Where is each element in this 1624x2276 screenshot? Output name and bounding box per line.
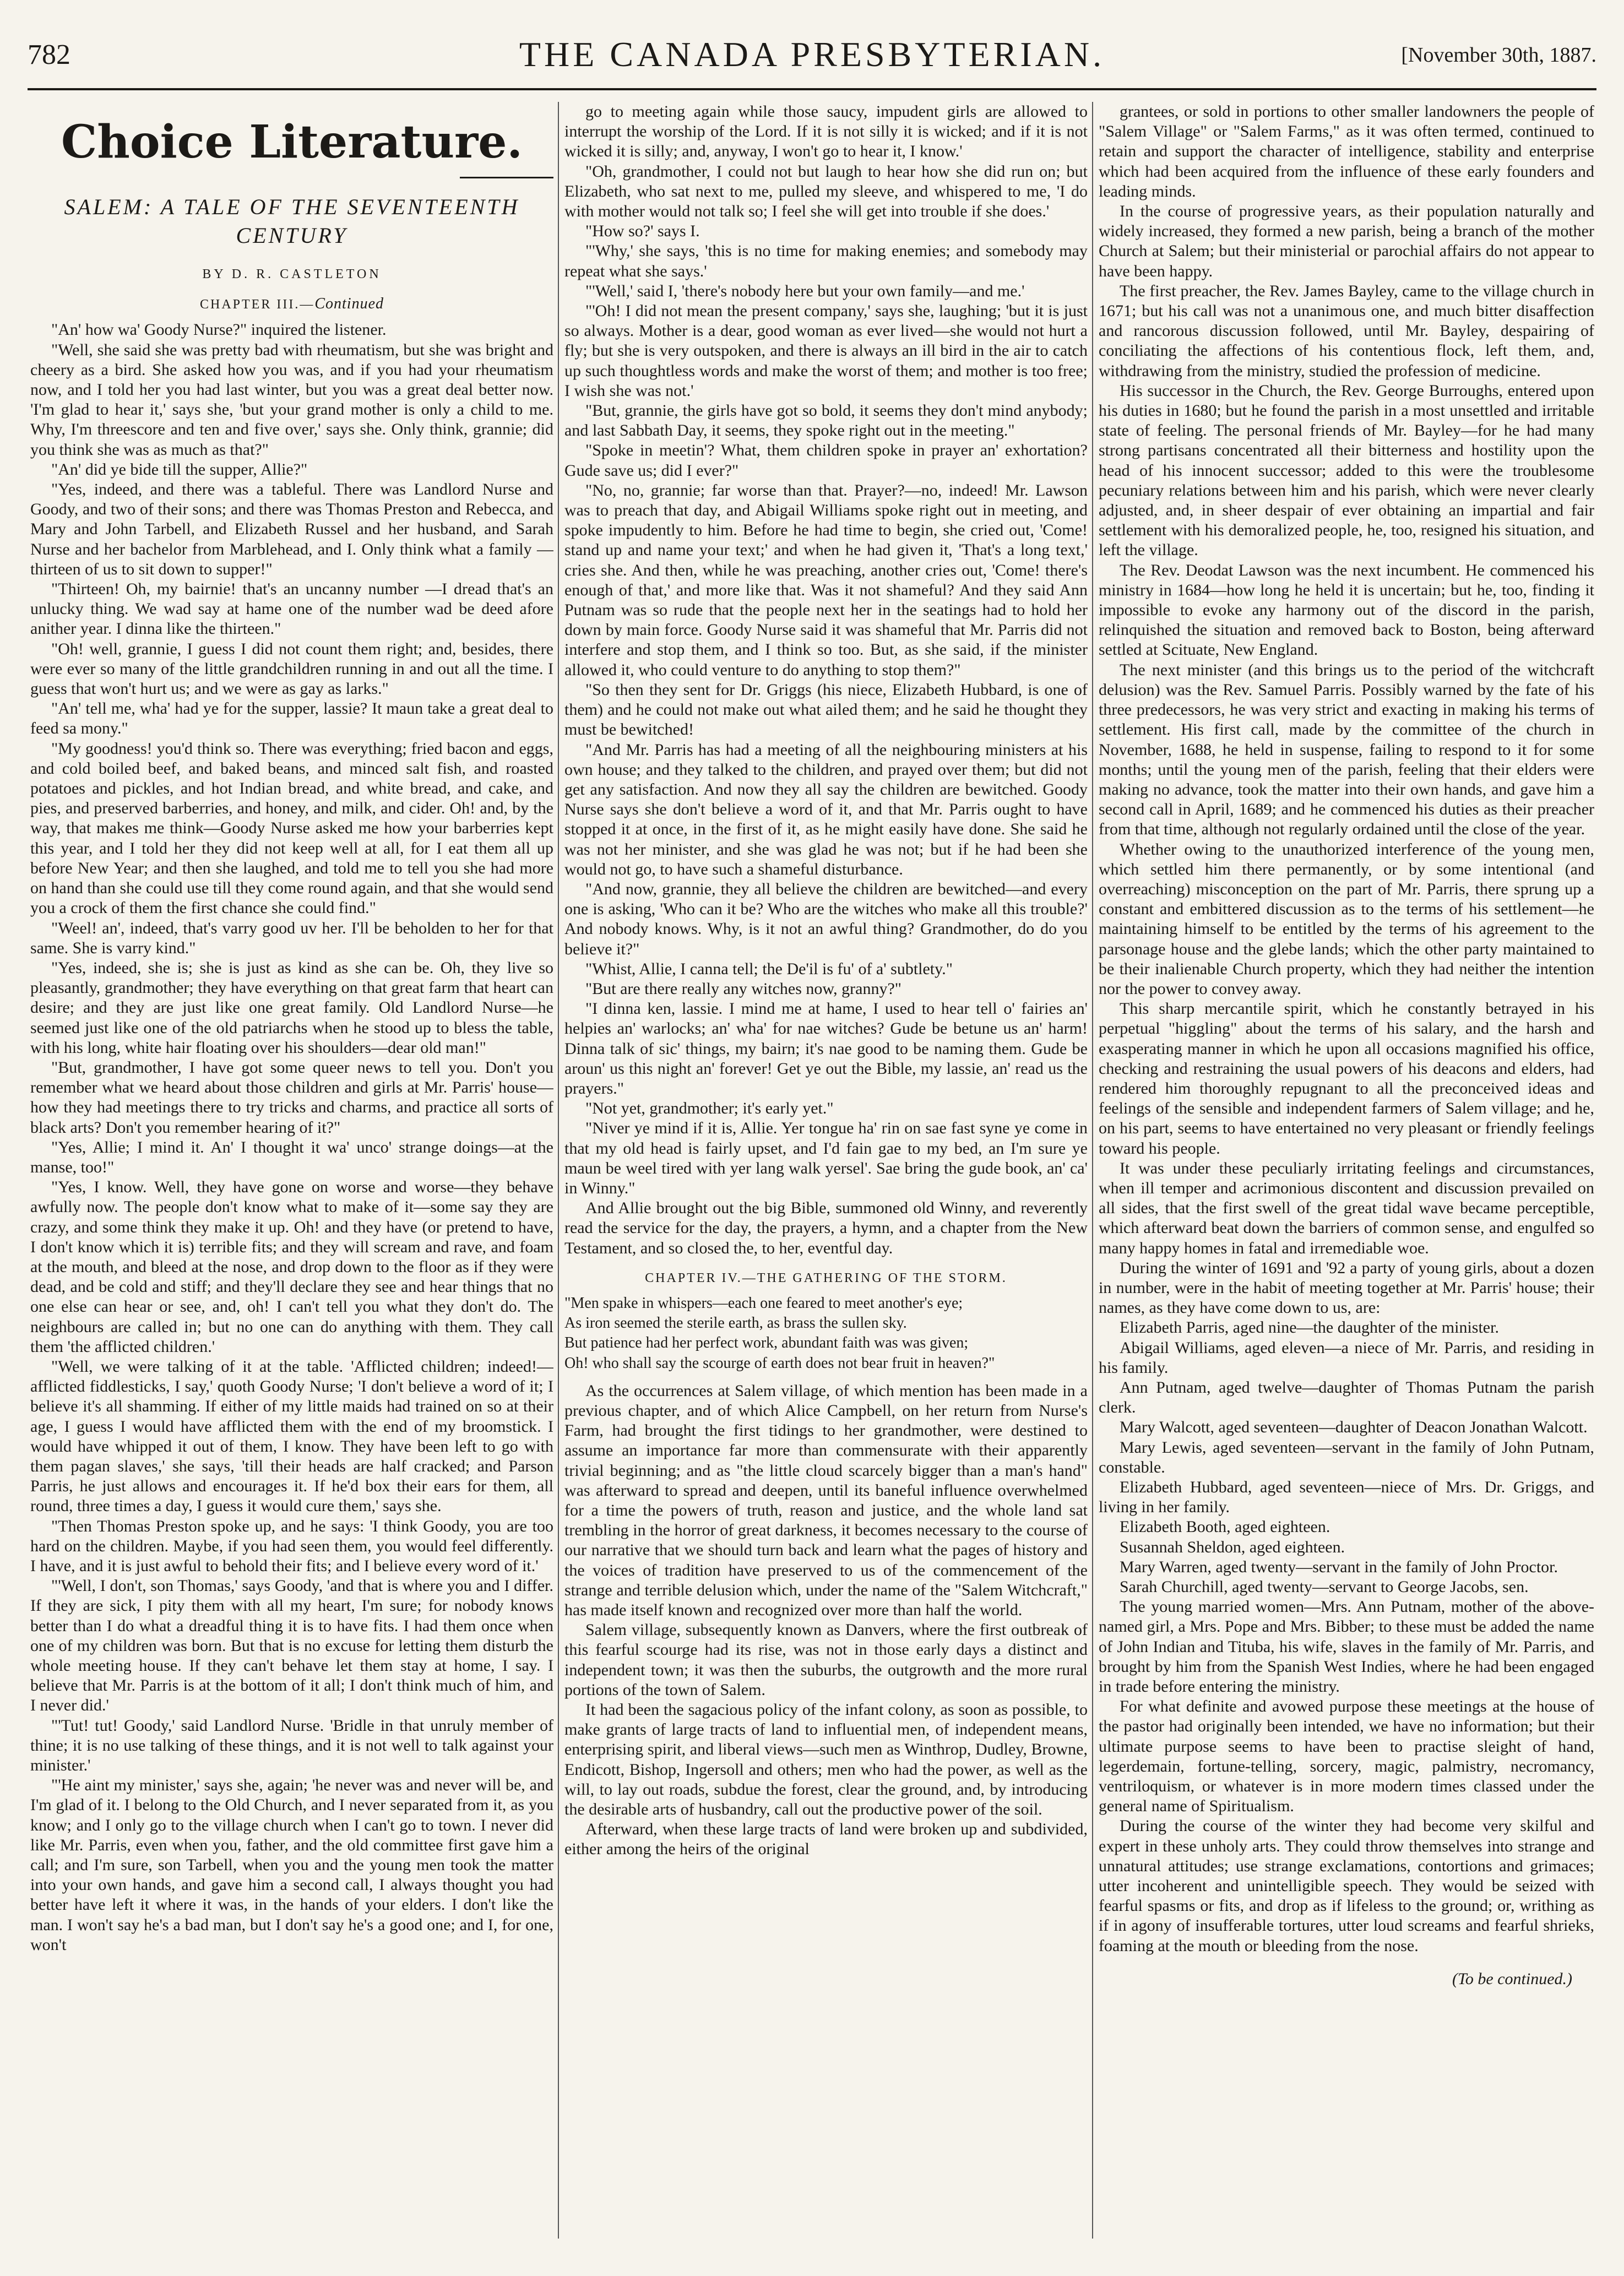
list-item: Elizabeth Parris, aged nine—the daughter of the minister.: [1120, 1318, 1499, 1337]
paragraph: go to meeting again while those saucy, impudent girls are allowed to interrupt the worship of the Lord. If it is not silly it is wicked; and if it is not wicked it is silly; and, anyway, I won't go to hear it, I know.': [564, 102, 1088, 161]
paragraph: "Well, we were talking of it at the table. 'Afflicted children; indeed!—afflicted fiddlesticks, I say,' quoth Goody Nurse; 'I don't believe a word of it; I believe it's all shamming. If either of my little maids had trained on so at their age, I guess I would have afflicted them with the end of my broomstick. I would have whipped it out of them, I know. They have been left to go with them pagan slaves,' she says, 'till their heads are half cracked; and Parson Parris, he just allows and encourages it. If he'd box their ears for them, all round, three times a day, I guess it would cure them,' says she.: [30, 1357, 553, 1515]
header-rule: [28, 88, 1596, 90]
masthead: THE CANADA PRESBYTERIAN.: [519, 35, 1105, 74]
story-title: SALEM: A TALE OF THE SEVENTEENTH CENTURY: [64, 194, 520, 248]
column-divider-1: [558, 102, 559, 2239]
paragraph: For what definite and avowed purpose these meetings at the house of the pastor had originally been intended, we have no information; but their ultimate purpose seems to have been to practise sleight of hand, legerdemain, fortune-telling, sorcery, magic, palmistry, necromancy, ventriloquism, or whatever is in more modern times classed under the general name of Spiritualism.: [1099, 1697, 1594, 1816]
column-1-body: [30, 320, 553, 1955]
paragraph: The Rev. Deodat Lawson was the next incumbent. He commenced his ministry in 1684—how long he held it is uncertain; but he, too, finding it impossible to evoke any harmony out of the discord in the parish, relinquished the situation and removed back to Boston, being afterward settled at Scituate, New England.: [1099, 561, 1594, 659]
paragraph: "My goodness! you'd think so. There was everything; fried bacon and eggs, and cold boiled beef, and baked beans, and minced salt fish, and roasted potatoes and pickles, and hot Indian bread, and white bread, and cake, and pies, and preserved barberries, and honey, and milk, and cider. Oh! and, by the way, that makes me think—Goody Nurse asked me how your barberries kept this year, and I told her they did not keep well at all, for I eat them all up before New Year; and then she laughed, and told me to tell you she had more on hand than she could use till they come round again, and that she would send you a crock of them the first chance she could find.": [30, 739, 553, 917]
paragraph: The first preacher, the Rev. James Bayley, came to the village church in 1671; but his call was not a unanimous one, and much bitter disaffection and rancorous discussion followed, until Mr. Bayley, despairing of conciliating the affections of his contentious flock, left them, and, withdrawing from the ministry, studied the profession of medicine.: [1099, 281, 1594, 380]
section-title: Choice Literature.: [61, 116, 523, 169]
paragraph: Salem village, subsequently known as Danvers, where the first outbreak of this fearful scourge had its rise, was not in those early days a distinct and independent town; it was then the suburbs, the outgrowth and the more rural portions of the town of Salem.: [564, 1621, 1088, 1699]
paragraph: "Oh! well, grannie, I guess I did not count them right; and, besides, there were ever so many of the little grandchildren running in and out all the time. I guess that won't hurt us; and we were as gay as larks.": [30, 639, 553, 698]
paragraph: "'Oh! I did not mean the present company,' says she, laughing; 'but it is just so always. Mother is a dear, good woman as ever lived—she would not hurt a fly; but she is very outspoken, and there is always an ill bird in the air to catch up such thoughtless words and make the worst of them; and mother is too free; I wish she was not.': [564, 302, 1088, 400]
paragraph: "Yes, I know. Well, they have gone on worse and worse—they behave awfully now. The people don't know what to make of it—some say they are crazy, and some think they make it up. Oh! and they have (or pretend to have, I don't know which it is) terrible fits; and they will scream and rave, and foam at the mouth, and bleed at the nose, and drop down to the floor as if they were dead, and be cold and stiff; and they'll declare they see and hear things that no one else can hear or see, and, oh! I can't tell you what they don't do. The neighbours are called in; but no one can do anything with them. They call them 'the afflicted children.': [30, 1178, 553, 1356]
column-divider-2: [1092, 102, 1093, 2239]
column-3: [1099, 102, 1594, 2250]
paragraph: "'Well, I don't, son Thomas,' says Goody, 'and that is where you and I differ. If they are sick, I pity them with all my heart, I'm sure; for nobody knows better than I do what a dreadful thing it is to have fits. I had them once when one of my children was born. But that is no excuse for letting them disturb the whole meeting house. If they can't behave let them stay at home, I say. I believe that Mr. Parris is at the bottom of it all; I don't think much of him, and I never did.': [30, 1577, 553, 1715]
paragraph: "Whist, Allie, I canna tell; the De'il is fu' of a' subtlety.": [585, 959, 953, 978]
list-item: Mary Lewis, aged seventeen—servant in the family of John Putnam, constable.: [1099, 1438, 1594, 1476]
paragraph: "Yes, indeed, and there was a tableful. There was Landlord Nurse and Goody, and two of their sons; and there was Thomas Preston and Rebecca, and Mary and John Tarbell, and Elizabeth Russel and her husband, and Sarah Nurse and her bachelor from Marblehead, and I. Only think what a family — thirteen of us to sit down to supper!": [30, 480, 553, 578]
paragraph: As the occurrences at Salem village, of which mention has been made in a previous chapter, and of which Alice Campbell, on her return from Nurse's Farm, had brought the first tidings to her grandmother, were destined to assume an importance far more than commensurate with their apparently trivial beginning; and as "the little cloud scarcely bigger than a man's hand" was afterward to spread and deepen, until its baneful influence overwhelmed for a time the powers of truth, reason and justice, and the whole land sat trembling in the horror of great darkness, it becomes necessary to the course of our narrative that we should turn back and learn what the pages of history and the voices of tradition have preserved to us of the commencement of the strange and terrible delusion which, under the name of the "Salem Witchcraft," has made itself known and recognized over more than half the world.: [564, 1381, 1088, 1620]
paragraph: "'Tut! tut! Goody,' said Landlord Nurse. 'Bridle in that unruly member of thine; it is no use talking of these things, and it is not well to talk against your minister.': [30, 1716, 553, 1775]
paragraph: "Then Thomas Preston spoke up, and he says: 'I think Goody, you are too hard on the children. Maybe, if you had seen them, you would feel differently. I have, and it is just awful to behold their fits; and I believe every word of it.': [30, 1517, 553, 1575]
paragraph: The young married women—Mrs. Ann Putnam, mother of the above-named girl, a Mrs. Pope and Mrs. Bibber; to these must be added the name of John Indian and Tituba, his wife, slaves in the family of Mr. Parris, and brought by him from the Spanish West Indies, where he had been engaged in trade before entering the ministry.: [1099, 1598, 1594, 1696]
paragraph: "Weel! an', indeed, that's varry good uv her. I'll be beholden to her for that same. She is varry kind.": [30, 919, 553, 957]
column-1: [30, 102, 553, 2250]
page-number: 782: [28, 39, 70, 70]
paragraph: During the course of the winter they had become very skilful and expert in these unholy arts. They could throw themselves into strange and unnatural attitudes; use strange exclamations, contortions and grimaces; utter incoherent and unintelligible speech. They would be seized with fearful spasms or fits, and drop as if lifeless to the ground; or, writhing as if in agony of insufferable tortures, utter loud screams and fearful shrieks, foaming at the mouth or bleeding from the nose.: [1099, 1817, 1594, 1955]
paragraph: "Well, she said she was pretty bad with rheumatism, but she was bright and cheery as a bird. She asked how you was, and if you had your rheumatism now, and I told her you had last winter, but you was a great deal better now. 'I'm glad to hear it,' says she, 'but your grand mother is only a child to me. Why, I'm threescore and ten and five over,' says she. Only think, grannie; did you think she was as much as that?": [30, 340, 553, 459]
paragraph: His successor in the Church, the Rev. George Burroughs, entered upon his duties in 1680; but he found the parish in a most unsettled and irritable state of feeling. The personal friends of Mr. Bayley—for he had many strong partisans concentrated all their bitterness and hostility upon the head of his innocent successor; added to this were the troublesome pecuniary relations between him and his parish, which were never clearly adjusted, and, in sheer despair of ever obtaining an impartial and fair settlement with his demoralized people, he, too, resigned his situation, and left the village.: [1099, 381, 1594, 560]
poem-line: But patience had her perfect work, abundant faith was was given;: [564, 1334, 969, 1352]
column-2-body: [564, 102, 1088, 1258]
list-item: Sarah Churchill, aged twenty—servant to George Jacobs, sen.: [1120, 1578, 1529, 1596]
paragraph: In the course of progressive years, as their population naturally and widely increased, they formed a new parish, being a branch of the mother Church at Salem; but their ministerial or parochial affairs do not appear to have been happy.: [1099, 202, 1594, 280]
paragraph: "'He aint my minister,' says she, again; 'he never was and never will be, and I'm glad of it. I belong to the Old Church, and I never separated from it, as you know; and I only go to the village church when I can't go to town. I never did like Mr. Parris, even when you, father, and the old committee first gave him a call; and I'm sure, son Tarbell, when you and the young men took the matter into your own hands, and gave him a second call, I always thought you had better have left it where it was, in the hands of your elders. I don't like the man. I won't say he's a bad man, but I don't say he's a good one; and I, for one, won't: [30, 1776, 553, 1954]
chapter-heading: CHAPTER IV.—THE GATHERING OF THE STORM.: [645, 1270, 1007, 1285]
paragraph: "An' did ye bide till the supper, Allie?": [51, 460, 308, 479]
paragraph: "'Well,' said I, 'there's nobody here but your own family—and me.': [585, 281, 1025, 300]
list-item: Abigail Williams, aged eleven—a niece of Mr. Parris, and residing in his family.: [1099, 1338, 1594, 1377]
list-item: Elizabeth Hubbard, aged seventeen—niece of Mrs. Dr. Griggs, and living in her family.: [1099, 1478, 1594, 1517]
list-item: Ann Putnam, aged twelve—daughter of Thomas Putnam the parish clerk.: [1099, 1378, 1594, 1417]
poem-line: Oh! who shall say the scourge of earth does not bear fruit in heaven?": [564, 1354, 995, 1372]
list-item: Mary Walcott, aged seventeen—daughter of Deacon Jonathan Walcott.: [1120, 1418, 1588, 1437]
paragraph: "But, grannie, the girls have got so bold, it seems they don't mind anybody; and last Sabbath Day, it seems, they spoke right out in the meeting.": [564, 401, 1088, 440]
paragraph: "But, grandmother, I have got some queer news to tell you. Don't you remember what we heard about those children and girls at Mr. Parris' house—how they had meetings there to try tricks and charms, and practice all sorts of black arts? Don't you remember hearing of it?": [30, 1058, 553, 1137]
poem-line: As iron seemed the sterile earth, as brass the sullen sky.: [564, 1314, 907, 1332]
paragraph: "No, no, grannie; far worse than that. Prayer?—no, indeed! Mr. Lawson was to preach that day, and Abigail Williams spoke right out in meeting, and spoke impudently to him. Before he had time to begin, she cried out, 'Come! stand up and name your text;' and when he had given it, 'That's a long text,' cries she. And then, while he was preaching, another cries out, 'Come! there's enough of that,' and more like that. Was it not shameful? And they said Ann Putnam was so rude that the people next her in the seatings had to hold her down by main force. Goody Nurse said it was shameful that Mr. Parris did not interfere and stop them, and I think so too. But, as she said, if the minister allowed it, who could venture to do anything to stop them?": [564, 481, 1088, 679]
girls-list: [1099, 1318, 1594, 1597]
chapter-heading: CHAPTER III.—Continued: [200, 295, 384, 313]
paragraph: "Yes, Allie; I mind it. An' I thought it wa' unco' strange doings—at the manse, too!": [30, 1138, 553, 1176]
paragraph: And Allie brought out the big Bible, summoned old Winny, and reverently read the service for the day, the prayers, a hymn, and a chapter from the New Testament, and so closed the, to her, eventful day.: [564, 1199, 1088, 1257]
paragraph: "Thirteen! Oh, my bairnie! that's an uncanny number —I dread that's an unlucky thing. We wad say at hame one of the number wad be deed afore anither year. I dinna like the thirteen.": [30, 580, 553, 638]
paragraph: "An' how wa' Goody Nurse?" inquired the listener.: [51, 321, 387, 339]
column-2-body-continued: [564, 1381, 1088, 1860]
paragraph: Afterward, when these large tracts of land were broken up and subdivided, either among the heirs of the original: [564, 1820, 1088, 1859]
paragraph: grantees, or sold in portions to other smaller landowners the people of "Salem Village" or "Salem Farms," as it was often termed, continued to retain and support the character of intelligence, stability and enterprise which had been acquired from the influence of these early founders and leading minds.: [1099, 102, 1594, 200]
to-be-continued: (To be continued.): [1452, 1969, 1572, 1988]
paragraph: "Yes, indeed, she is; she is just as kind as she can be. Oh, they live so pleasantly, grandmother; they have everything on that great farm that heart can desire; and they are just like one great family. Old Landlord Nurse—he seemed just like one of the old patriarchs when he stood up to bless the table, with his long, white hair floating over his shoulders—dear old man!": [30, 958, 553, 1057]
paragraph: "An' tell me, wha' had ye for the supper, lassie? It maun take a great deal to feed sa mony.": [30, 699, 553, 738]
paragraph: During the winter of 1691 and '92 a party of young girls, about a dozen in number, were in the habit of meeting together at Mr. Parris' house; their names, as they have come down to us, are:: [1099, 1258, 1594, 1317]
paragraph: It was under these peculiarly irritating feelings and circumstances, when ill temper and acrimonious discontent and discussion prevailed on all sides, that the first swell of the great tidal wave became perceptible, which afterward beat down the barriers of common sense, and engulfed so many happy homes in fatal and irremediable woe.: [1099, 1159, 1594, 1257]
paragraph: "Niver ye mind if it is, Allie. Yer tongue ha' rin on sae fast syne ye come in that my old head is fairly upset, and I'd fain gae to my bed, an I'm sure ye maun be weel tired with yer lang walk yersel'. Sae bring the gude book, an' ca' in Winny.": [564, 1119, 1088, 1197]
list-item: Mary Warren, aged twenty—servant in the family of John Proctor.: [1120, 1557, 1558, 1576]
paragraph: This sharp mercantile spirit, which he constantly betrayed in his perpetual "higgling" about the terms of his salary, and the harsh and exasperating manner in which he upon all occasions magnified his office, checking and restraining the usual powers of his deacons and elders, had rendered him thoroughly repugnant to all the preconceived ideas and feelings of the sensible and independent farmers of Salem village; and he, on his part, seems to have entertained no very pleasant or friendly feelings toward his people.: [1099, 1000, 1594, 1158]
paragraph: "But are there really any witches now, granny?": [585, 979, 901, 998]
paragraph: "How so?' says I.: [585, 222, 700, 241]
paragraph: "'Why,' she says, 'this is no time for making enemies; and somebody may repeat what she says.': [564, 242, 1088, 280]
paragraph: "Oh, grandmother, I could not but laugh to hear how she did run on; but Elizabeth, who sat next to me, pulled my sleeve, and whispered to me, 'I do with mother would not talk so; I feel she will get into trouble if she does.': [564, 162, 1088, 221]
paragraph: The next minister (and this brings us to the period of the witchcraft delusion) was the Rev. Samuel Parris. Possibly warned by the fate of his three predecessors, he was very strict and exacting in making his terms of settlement. His first call, made by the committee of the church in November, 1688, he held in suspense, failing to respond to it for some months; until the young men of the parish, feeling that their elders were making no advance, took the matter into their own hands, and gave him a second call in April, 1689; and he commenced his duties as their preacher from that time, although not regularly ordained until the close of the year.: [1099, 660, 1594, 839]
list-item: Susannah Sheldon, aged eighteen.: [1120, 1538, 1345, 1556]
paragraph: "Spoke in meetin'? What, them children spoke in prayer an' exhortation? Gude save us; did I ever?": [564, 441, 1088, 480]
paragraph: "And Mr. Parris has had a meeting of all the neighbouring ministers at his own house; and they talked to the children, and prayed over them; but did not get any satisfaction. And now they all say the children are bewitched. Goody Nurse says she don't believe a word of it, and that Mr. Parris ought to have stopped it at once, in the first of it, as he might easily have done. She said he was not her minister, and she was glad he was not; but if he had been she would not go, to have such a shameful disturbance.: [564, 740, 1088, 878]
paragraph: "So then they sent for Dr. Griggs (his niece, Elizabeth Hubbard, is one of them) and he could not make out what ailed them; and he said he thought they must be bewitched!: [564, 680, 1088, 739]
paragraph: "I dinna ken, lassie. I mind me at hame, I used to hear tell o' fairies an' helpies an' warlocks; an' wha' for nae witches? Gude be betune us an' harm! Dinna talk of sic' things, my bairn; it's nae good to be naming them. Gude be aroun' us this night an' forever! Get ye out the Bible, my lassie, an' read us the prayers.": [564, 1000, 1088, 1098]
issue-date: [November 30th, 1887.: [1401, 44, 1596, 67]
byline: BY D. R. CASTLETON: [202, 267, 382, 281]
section-rule: [460, 177, 553, 178]
column-3-body: [1099, 102, 1594, 1318]
paragraph: It had been the sagacious policy of the infant colony, as soon as possible, to make grants of large tracts of land to influential men, of independent means, enterprising spirit, and liberal views—such men as Winthrop, Dudley, Browne, Endicott, Bishop, Ingersoll and others; men who had the power, as well as the will, to lay out roads, subdue the forest, clear the ground, and, by introducing the desirable arts of husbandry, call out the productive power of the soil.: [564, 1701, 1088, 1819]
column-2: [564, 102, 1088, 2250]
list-item: Elizabeth Booth, aged eighteen.: [1120, 1518, 1330, 1536]
poem-line: "Men spake in whispers—each one feared to meet another's eye;: [564, 1294, 963, 1312]
column-3-body-continued: [1099, 1597, 1594, 1956]
paragraph: Whether owing to the unauthorized interference of the young men, which settled him there permanently, or by some intentional (and overreaching) misconception on the part of Mr. Parris, there sprung up a constant and embittered discussion as to the terms of his settlement—he maintaining himself to be entitled by the terms of his agreement to the parsonage house and the glebe lands; which the other party maintained to be their inalienable Church property, which they had neither the intention nor the power to convey away.: [1099, 840, 1594, 998]
paragraph: "Not yet, grandmother; it's early yet.": [585, 1099, 834, 1118]
paragraph: "And now, grannie, they all believe the children are bewitched—and every one is asking, 'Who can it be? Who are the witches who make all this trouble?' And nobody knows. Why, is it not an awful thing? Grandmother, do do you believe it?": [564, 879, 1088, 958]
epigraph-poem: [564, 1294, 1088, 1373]
